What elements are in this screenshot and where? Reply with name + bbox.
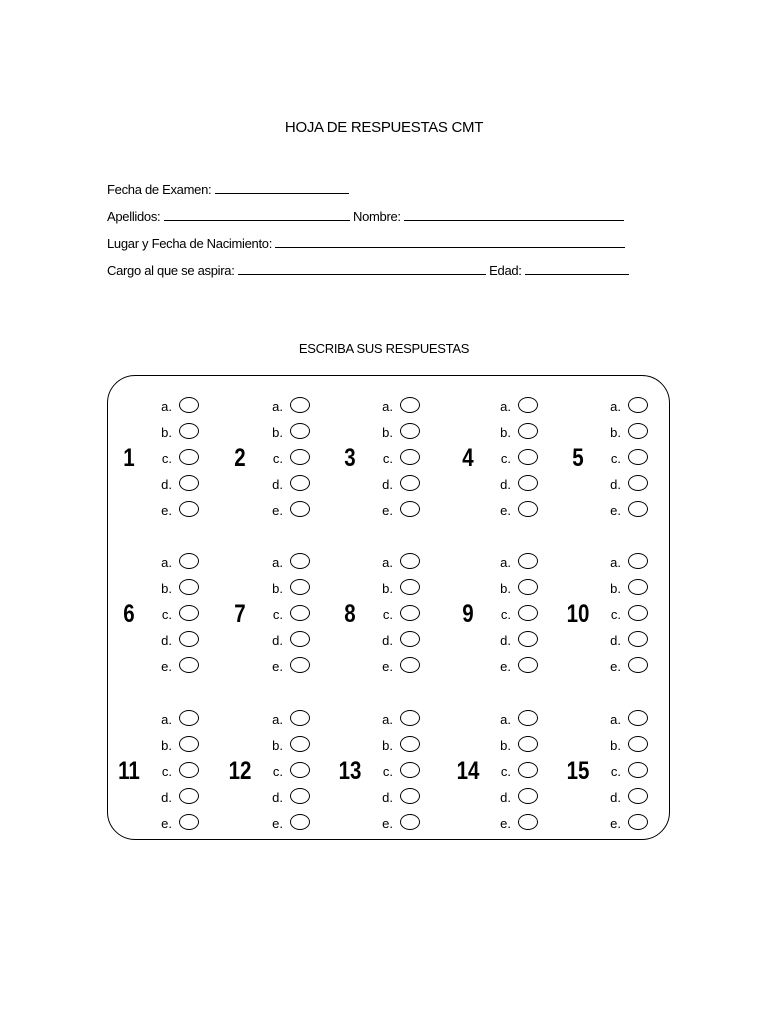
answer-bubble[interactable] [628,631,648,647]
instructions-heading: ESCRIBA SUS RESPUESTAS [298,341,470,356]
answer-bubble[interactable] [628,579,648,595]
option-label: e. [161,659,172,674]
option-label: e. [272,503,283,518]
exam-date-label: Fecha de Examen: [107,182,212,197]
answer-bubble[interactable] [628,762,648,778]
first-name-field[interactable] [404,208,624,221]
answer-bubble[interactable] [179,788,199,804]
answer-bubble[interactable] [290,736,310,752]
answer-bubble[interactable] [179,605,199,621]
option-label: e. [500,503,511,518]
answer-bubble[interactable] [179,736,199,752]
question-number: 4 [462,444,474,472]
answer-bubble[interactable] [400,475,420,491]
option-label: d. [161,633,172,648]
option-label: e. [161,503,172,518]
question-number: 6 [123,600,135,628]
option-label: a. [382,555,393,570]
option-label: e. [382,816,393,831]
answer-bubble[interactable] [628,553,648,569]
position-label: Cargo al que se aspira: [107,263,235,278]
option-label: c. [161,451,172,466]
answer-bubble[interactable] [179,449,199,465]
question-number: 3 [344,444,356,472]
answer-bubble[interactable] [400,553,420,569]
option-label: d. [161,477,172,492]
answer-bubble[interactable] [628,736,648,752]
answer-bubble[interactable] [518,579,538,595]
answer-bubble[interactable] [518,605,538,621]
option-label: b. [610,425,621,440]
answer-bubble[interactable] [518,762,538,778]
option-label: c. [610,451,621,466]
option-label: a. [272,399,283,414]
option-label: b. [272,581,283,596]
answer-bubble[interactable] [290,449,310,465]
answer-bubble[interactable] [400,397,420,413]
answer-bubble[interactable] [628,814,648,830]
answer-bubble[interactable] [628,449,648,465]
answer-bubble[interactable] [628,423,648,439]
option-label: e. [610,503,621,518]
option-label: b. [161,581,172,596]
exam-date-row [107,181,637,208]
birth-place-date-label: Lugar y Fecha de Nacimiento: [107,236,273,251]
answer-bubble[interactable] [290,788,310,804]
answer-bubble[interactable] [400,710,420,726]
option-label: d. [382,790,393,805]
question-number: 1 [123,444,135,472]
option-label: d. [382,633,393,648]
answer-bubble[interactable] [518,397,538,413]
question-number: 12 [228,757,252,785]
answer-bubble[interactable] [518,475,538,491]
answer-bubble[interactable] [628,397,648,413]
birth-place-date-field[interactable] [275,235,625,248]
page-title: HOJA DE RESPUESTAS CMT [284,119,484,136]
age-label: Edad: [489,263,522,278]
question-number: 13 [338,757,362,785]
question-number: 5 [572,444,584,472]
answer-grid [107,375,670,840]
option-label: b. [161,738,172,753]
option-label: b. [382,581,393,596]
option-label: d. [272,790,283,805]
answer-bubble[interactable] [290,710,310,726]
option-label: a. [610,555,621,570]
option-label: c. [382,764,393,779]
option-label: a. [382,399,393,414]
answer-bubble[interactable] [518,423,538,439]
option-label: b. [382,738,393,753]
option-label: d. [161,790,172,805]
name-row [107,208,637,235]
option-label: d. [610,790,621,805]
answer-bubble[interactable] [290,814,310,830]
option-label: e. [610,816,621,831]
answer-bubble[interactable] [518,657,538,673]
option-label: a. [382,712,393,727]
option-label: b. [382,425,393,440]
position-field[interactable] [238,262,486,275]
option-label: a. [272,712,283,727]
answer-bubble[interactable] [400,814,420,830]
answer-bubble[interactable] [518,736,538,752]
answer-bubble[interactable] [400,657,420,673]
age-field[interactable] [525,262,629,275]
option-label: c. [500,607,511,622]
answer-bubble[interactable] [179,397,199,413]
answer-bubble[interactable] [400,423,420,439]
option-label: c. [272,607,283,622]
option-label: b. [500,581,511,596]
answer-bubble[interactable] [628,501,648,517]
option-label: d. [610,633,621,648]
answer-bubble[interactable] [518,814,538,830]
option-label: a. [161,712,172,727]
option-label: d. [272,633,283,648]
answer-bubble[interactable] [400,762,420,778]
answer-bubble[interactable] [290,762,310,778]
answer-bubble[interactable] [179,657,199,673]
option-label: d. [610,477,621,492]
answer-bubble[interactable] [290,423,310,439]
answer-bubble[interactable] [179,553,199,569]
option-label: b. [500,425,511,440]
applicant-fields [107,181,637,289]
answer-bubble[interactable] [628,605,648,621]
answer-bubble[interactable] [179,631,199,647]
option-label: a. [610,712,621,727]
answer-bubble[interactable] [179,501,199,517]
answer-bubble[interactable] [400,579,420,595]
option-label: b. [610,738,621,753]
option-label: d. [500,633,511,648]
option-label: c. [610,607,621,622]
option-label: b. [272,425,283,440]
answer-bubble[interactable] [628,475,648,491]
answer-bubble[interactable] [400,449,420,465]
answer-bubble[interactable] [290,397,310,413]
option-label: e. [161,816,172,831]
exam-date-field[interactable] [215,181,349,194]
answer-bubble[interactable] [628,657,648,673]
option-label: e. [382,503,393,518]
option-label: e. [500,816,511,831]
answer-bubble[interactable] [628,788,648,804]
option-label: c. [610,764,621,779]
answer-bubble[interactable] [518,631,538,647]
answer-bubble[interactable] [518,553,538,569]
option-label: a. [500,712,511,727]
question-number: 10 [566,600,590,628]
answer-bubble[interactable] [400,736,420,752]
answer-bubble[interactable] [518,788,538,804]
question-number: 7 [234,600,246,628]
option-label: b. [610,581,621,596]
option-label: d. [500,477,511,492]
answer-bubble[interactable] [628,710,648,726]
answer-bubble[interactable] [290,475,310,491]
question-number: 11 [118,757,140,785]
option-label: c. [272,451,283,466]
answer-bubble[interactable] [290,631,310,647]
option-label: a. [272,555,283,570]
option-label: d. [272,477,283,492]
answer-bubble[interactable] [179,579,199,595]
answer-bubble[interactable] [179,814,199,830]
answer-bubble[interactable] [290,501,310,517]
answer-bubble[interactable] [400,501,420,517]
answer-bubble[interactable] [290,605,310,621]
answer-bubble[interactable] [179,710,199,726]
option-label: c. [272,764,283,779]
option-label: c. [161,764,172,779]
option-label: e. [272,659,283,674]
option-label: d. [500,790,511,805]
question-number: 9 [462,600,474,628]
option-label: a. [161,399,172,414]
option-label: b. [272,738,283,753]
option-label: d. [382,477,393,492]
option-label: c. [382,451,393,466]
option-label: e. [610,659,621,674]
option-label: a. [610,399,621,414]
question-number: 8 [344,600,356,628]
answer-bubble[interactable] [290,579,310,595]
birth-row [107,235,637,262]
answer-bubble[interactable] [518,710,538,726]
option-label: c. [382,607,393,622]
question-number: 15 [566,757,590,785]
answer-bubble[interactable] [400,605,420,621]
option-label: b. [161,425,172,440]
answer-bubble[interactable] [290,657,310,673]
question-number: 2 [234,444,246,472]
option-label: e. [272,816,283,831]
option-label: c. [500,764,511,779]
option-label: a. [500,555,511,570]
answer-bubble[interactable] [518,449,538,465]
option-label: a. [500,399,511,414]
surname-label: Apellidos: [107,209,161,224]
answer-bubble[interactable] [179,762,199,778]
option-label: b. [500,738,511,753]
first-name-label: Nombre: [353,209,401,224]
option-label: c. [161,607,172,622]
answer-bubble[interactable] [290,553,310,569]
answer-bubble[interactable] [179,423,199,439]
option-label: c. [500,451,511,466]
option-label: e. [500,659,511,674]
answer-bubble[interactable] [400,631,420,647]
question-number: 14 [456,757,480,785]
answer-bubble[interactable] [179,475,199,491]
answer-bubble[interactable] [400,788,420,804]
surname-field[interactable] [164,208,350,221]
option-label: a. [161,555,172,570]
position-row [107,262,637,289]
option-label: e. [382,659,393,674]
answer-bubble[interactable] [518,501,538,517]
